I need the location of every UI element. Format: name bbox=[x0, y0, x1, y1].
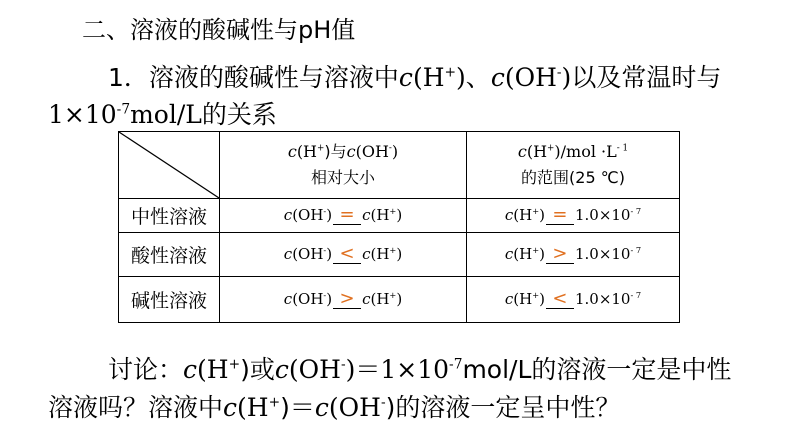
intro-text-3: 的关系 bbox=[201, 100, 277, 129]
table-row bbox=[119, 277, 680, 323]
relation-cell: c(OH-) > c(H+) bbox=[220, 277, 467, 323]
relation-cell: c(OH-) = c(H+) bbox=[220, 199, 467, 233]
acidity-table bbox=[118, 131, 680, 323]
row-label: 酸性溶液 bbox=[119, 233, 220, 277]
header-relative-size-label: 相对大小 bbox=[310, 168, 375, 187]
header-relative-size: c(H+)与c(OH-) 相对大小 bbox=[220, 132, 467, 199]
range-cell: $c(H^+) > 1.0\times 10^{- 7}$ bbox=[467, 233, 680, 277]
range-cell: $c(H^+) < 1.0\times 10^{- 7}$ bbox=[467, 277, 680, 323]
range-answer: = bbox=[546, 206, 574, 225]
intro-value: 1×10 bbox=[48, 100, 117, 129]
table-row bbox=[119, 233, 680, 277]
range-answer: > bbox=[546, 245, 574, 264]
intro-h-sup: + bbox=[444, 64, 457, 81]
intro-oh-sup: - bbox=[556, 64, 562, 81]
section-heading: 二、溶液的酸碱性与pH值 bbox=[82, 16, 356, 44]
table-header-row bbox=[119, 132, 680, 199]
intro-h: (H bbox=[412, 63, 445, 92]
intro-sep: 、 bbox=[465, 63, 491, 92]
intro-line-2 bbox=[48, 95, 277, 131]
intro-number: 1． bbox=[108, 63, 149, 92]
intro-text-1: 溶液的酸碱性与溶液中 bbox=[148, 63, 399, 92]
relation-cell: c(OH-) < c(H+) bbox=[220, 233, 467, 277]
diagonal-line bbox=[119, 132, 219, 198]
header-range-label: 的范围(25 ℃) bbox=[521, 168, 625, 187]
relation-answer: < bbox=[333, 245, 361, 264]
intro-line-1 bbox=[108, 58, 721, 94]
discussion-line-1: 讨论：c(H+)或$c(OH^-)=1\times 10^{-7}mol/L$的溶液一定是中性 bbox=[108, 355, 732, 384]
row-label: 中性溶液 bbox=[119, 199, 220, 233]
intro-unit: mol/L bbox=[130, 100, 202, 129]
range-answer: < bbox=[546, 290, 574, 309]
diagonal-corner-cell bbox=[119, 132, 220, 199]
intro-text-2: 以及常温时与 bbox=[571, 63, 722, 92]
header-range: $c(H^+)/mol \cdot L^{- 1}$ 的范围(25 ℃) bbox=[467, 132, 680, 199]
intro-oh-close: ) bbox=[561, 63, 572, 92]
discussion-label: 讨论： bbox=[108, 355, 184, 384]
table-row bbox=[119, 199, 680, 233]
discussion-line-2: 溶液吗？溶液中c(H+)＝c(OH-)的溶液一定呈中性？ bbox=[48, 393, 621, 422]
row-label: 碱性溶液 bbox=[119, 277, 220, 323]
range-cell: $c(H^+) = 1.0\times 10^{- 7}$ bbox=[467, 199, 680, 233]
intro-oh: (OH bbox=[504, 63, 557, 92]
intro-c-1: c bbox=[398, 63, 413, 92]
relation-answer: = bbox=[333, 206, 361, 225]
relation-answer: > bbox=[333, 290, 361, 309]
intro-h-close: ) bbox=[456, 63, 466, 92]
intro-c-2: c bbox=[490, 63, 505, 92]
intro-exp: -7 bbox=[116, 101, 131, 118]
